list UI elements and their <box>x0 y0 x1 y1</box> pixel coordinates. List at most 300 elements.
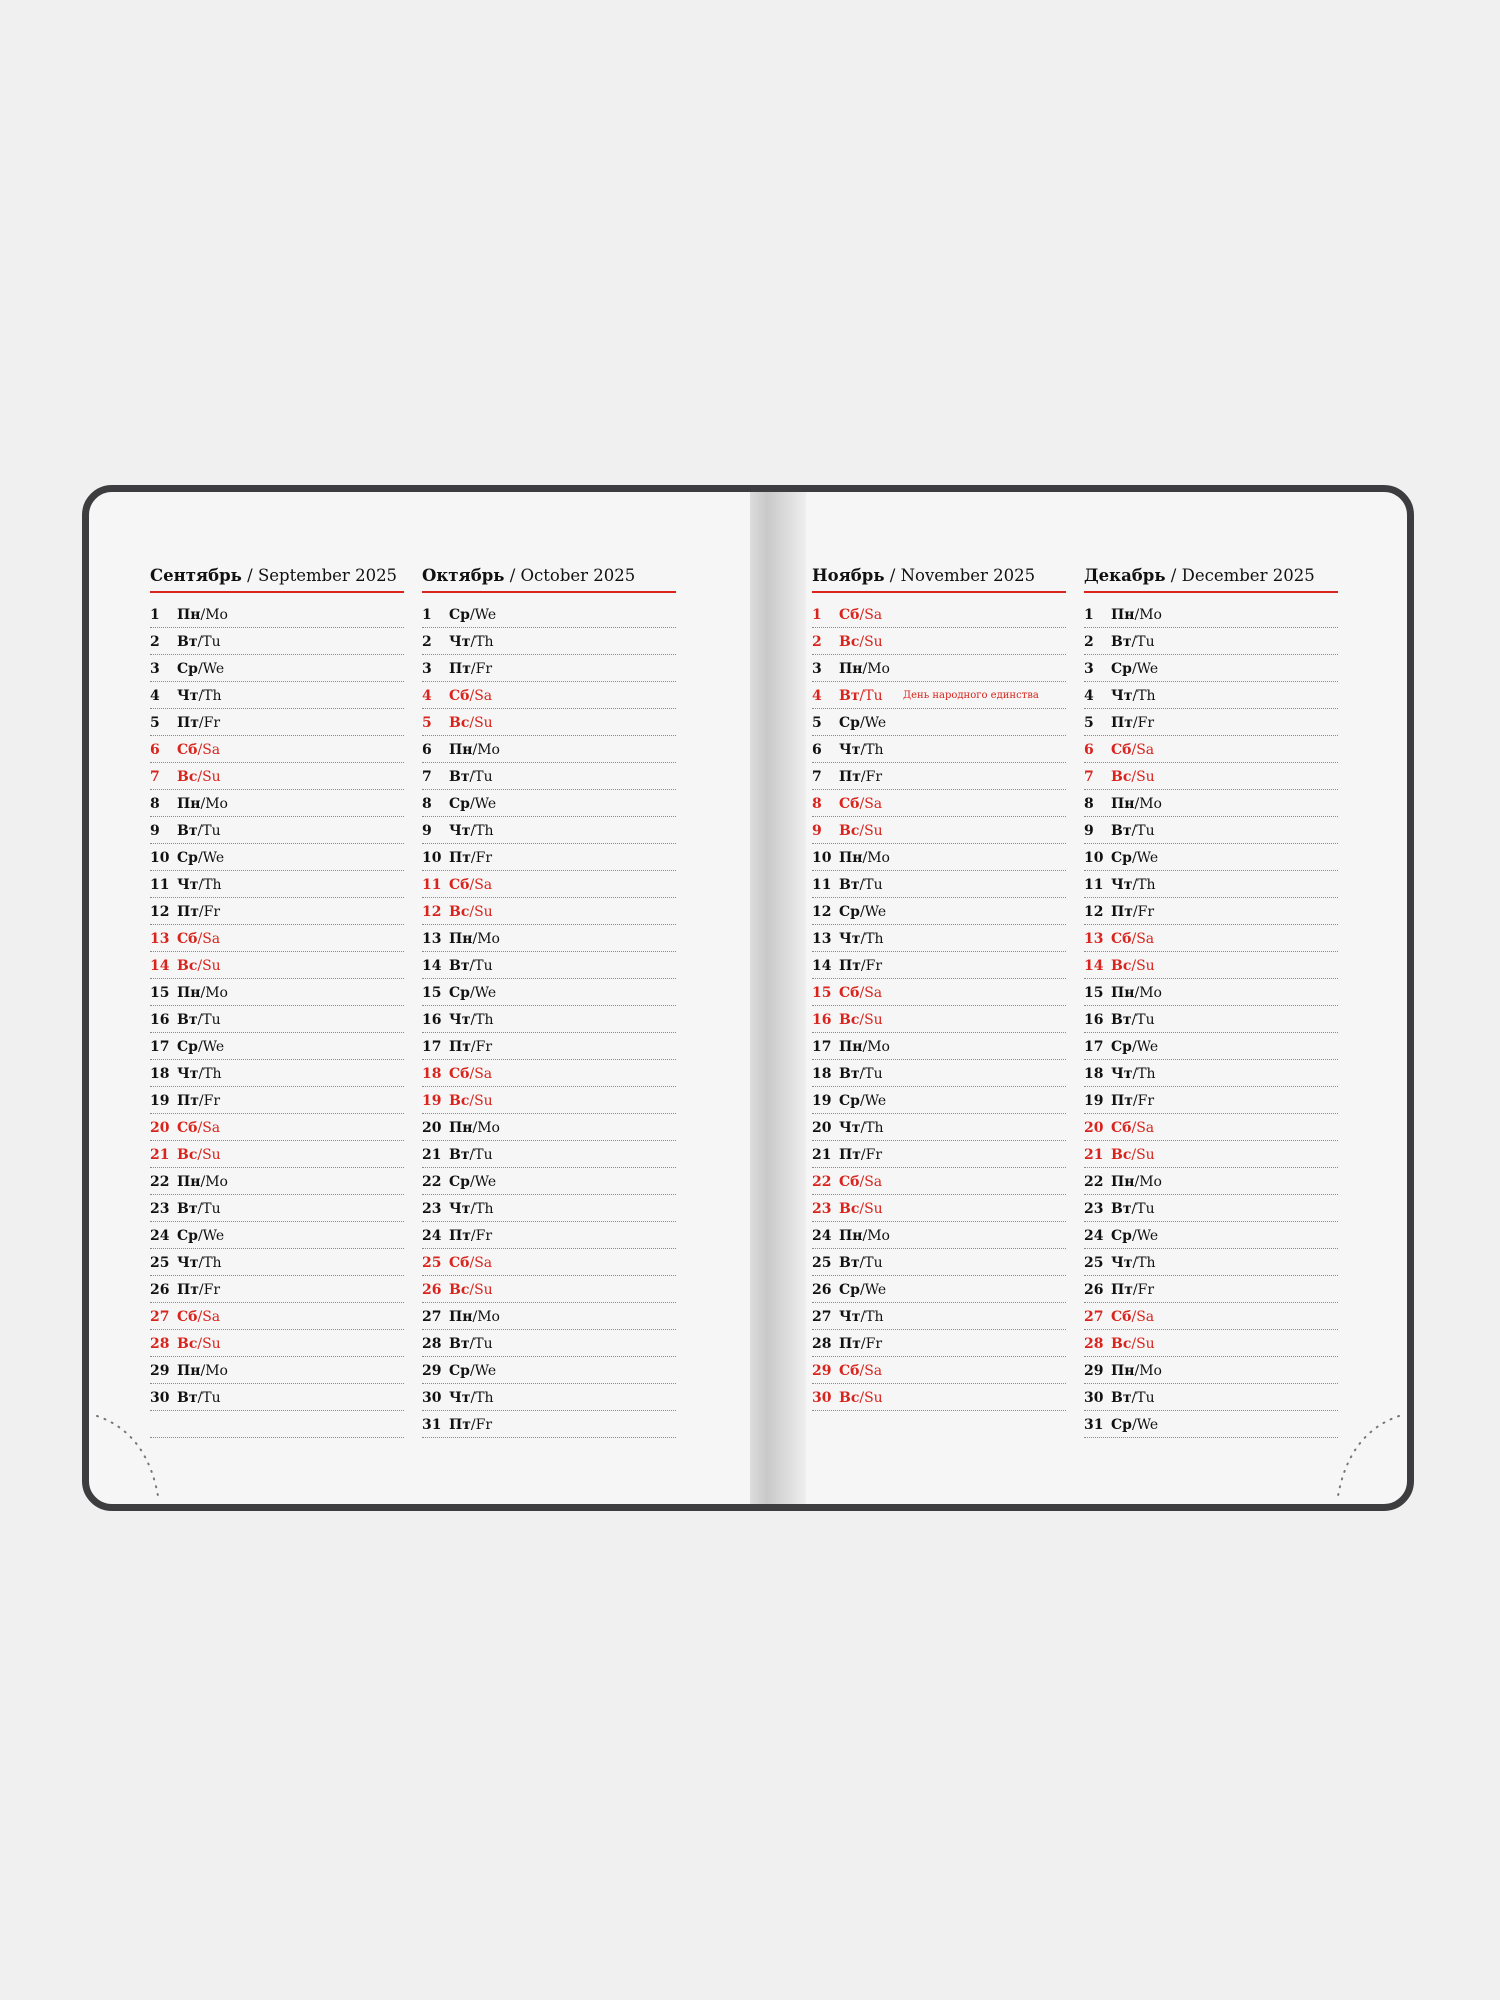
weekday-ru: Пн <box>839 661 863 677</box>
weekday-ru: Сб <box>839 1174 860 1190</box>
day-list <box>422 601 676 1438</box>
day-number: 11 <box>150 877 170 893</box>
day-row: 1 Пн/Mo <box>150 601 404 628</box>
day-number: 6 <box>812 742 822 758</box>
day-row: 21 Пт/Fr <box>812 1141 1066 1168</box>
weekday-ru: Пн <box>1111 796 1135 812</box>
day-number: 20 <box>150 1120 170 1136</box>
weekday-en: Su <box>474 904 493 920</box>
day-row: 16 Вт/Tu <box>150 1006 404 1033</box>
weekday-ru: Пт <box>839 769 861 785</box>
weekday-en: Mo <box>477 742 500 758</box>
weekday-en: Su <box>864 1012 883 1028</box>
day-number: 15 <box>150 985 170 1001</box>
weekday-en: Th <box>475 634 494 650</box>
day-row: 7 Вс/Su <box>1084 763 1338 790</box>
weekday-en: Tu <box>864 877 883 893</box>
day-number: 19 <box>150 1093 170 1109</box>
day-number: 5 <box>812 715 822 731</box>
day-number: 24 <box>150 1228 170 1244</box>
weekday-ru: Пн <box>177 607 201 623</box>
weekday-ru: Вс <box>1111 1147 1132 1163</box>
weekday-en: Th <box>475 1201 494 1217</box>
weekday-ru: Вс <box>177 769 198 785</box>
weekday-ru: Пт <box>1111 904 1133 920</box>
day-number: 27 <box>812 1309 832 1325</box>
weekday-ru: Пт <box>1111 1282 1133 1298</box>
day-row: 10 Пн/Mo <box>812 844 1066 871</box>
day-number: 21 <box>812 1147 832 1163</box>
day-row: 22 Сб/Sa <box>812 1168 1066 1195</box>
month-name-ru: Ноябрь <box>812 566 885 585</box>
weekday-en: Sa <box>1136 1120 1155 1136</box>
month-title: Ноябрь / November 2025 <box>812 564 1066 593</box>
weekday-en: Th <box>865 1309 884 1325</box>
day-number: 14 <box>150 958 170 974</box>
day-row: 4 Чт/Th <box>150 682 404 709</box>
day-row: 8 Пн/Mo <box>150 790 404 817</box>
day-row: 4 Вт/Tu День народного единства <box>812 682 1066 709</box>
weekday-ru: Вс <box>449 1093 470 1109</box>
weekday-ru: Вт <box>449 769 470 785</box>
weekday-ru: Пт <box>1111 1093 1133 1109</box>
day-number: 29 <box>150 1363 170 1379</box>
day-row: 11 Сб/Sa <box>422 871 676 898</box>
weekday-en: We <box>1136 1228 1159 1244</box>
day-row: 2 Вт/Tu <box>150 628 404 655</box>
weekday-en: Tu <box>202 1201 221 1217</box>
weekday-ru: Пн <box>839 1039 863 1055</box>
day-number: 2 <box>150 634 160 650</box>
weekday-en: We <box>474 1363 497 1379</box>
day-row: 7 Вт/Tu <box>422 763 676 790</box>
weekday-en: We <box>1136 850 1159 866</box>
month-name-en: October 2025 <box>520 566 636 585</box>
weekday-en: Su <box>202 1147 221 1163</box>
weekday-ru: Вт <box>1111 1012 1132 1028</box>
weekday-en: Tu <box>474 769 493 785</box>
weekday-en: Th <box>1137 877 1156 893</box>
weekday-ru: Чт <box>177 1066 199 1082</box>
weekday-ru: Ср <box>1111 1228 1132 1244</box>
weekday-ru: Пт <box>449 661 471 677</box>
weekday-en: Sa <box>1136 742 1155 758</box>
weekday-en: We <box>202 661 225 677</box>
day-row: 12 Ср/We <box>812 898 1066 925</box>
weekday-ru: Чт <box>177 877 199 893</box>
day-number: 12 <box>422 904 442 920</box>
day-number: 22 <box>1084 1174 1104 1190</box>
weekday-en: Mo <box>1139 1174 1162 1190</box>
weekday-ru: Пн <box>449 1309 473 1325</box>
day-number: 24 <box>1084 1228 1104 1244</box>
day-row: 20 Сб/Sa <box>150 1114 404 1141</box>
day-row: 14 Вт/Tu <box>422 952 676 979</box>
weekday-ru: Чт <box>449 1012 471 1028</box>
weekday-ru: Вс <box>1111 1336 1132 1352</box>
month-name-ru: Сентябрь <box>150 566 242 585</box>
weekday-en: Sa <box>474 688 493 704</box>
weekday-ru: Пт <box>449 1039 471 1055</box>
day-row: 17 Ср/We <box>150 1033 404 1060</box>
day-number: 18 <box>812 1066 832 1082</box>
day-row: 12 Пт/Fr <box>150 898 404 925</box>
weekday-ru: Пн <box>1111 607 1135 623</box>
weekday-en: Fr <box>1137 1093 1155 1109</box>
day-number: 28 <box>422 1336 442 1352</box>
weekday-en: We <box>474 607 497 623</box>
day-row: 4 Сб/Sa <box>422 682 676 709</box>
weekday-ru: Ср <box>177 1039 198 1055</box>
day-row: 19 Вс/Su <box>422 1087 676 1114</box>
weekday-en: Fr <box>203 1093 221 1109</box>
weekday-ru: Ср <box>177 661 198 677</box>
weekday-ru: Вс <box>1111 769 1132 785</box>
weekday-en: Fr <box>203 1282 221 1298</box>
weekday-en: Fr <box>865 1147 883 1163</box>
weekday-ru: Пт <box>839 1147 861 1163</box>
day-number: 15 <box>812 985 832 1001</box>
day-row: 28 Вс/Su <box>150 1330 404 1357</box>
day-number: 13 <box>422 931 442 947</box>
day-number: 28 <box>1084 1336 1104 1352</box>
weekday-en: Sa <box>474 877 493 893</box>
weekday-en: Mo <box>1139 1363 1162 1379</box>
day-number: 1 <box>812 607 822 623</box>
day-number: 13 <box>150 931 170 947</box>
day-number: 10 <box>150 850 170 866</box>
weekday-ru: Пт <box>177 1093 199 1109</box>
weekday-ru: Ср <box>449 985 470 1001</box>
day-row: 3 Ср/We <box>150 655 404 682</box>
weekday-ru: Пт <box>177 904 199 920</box>
weekday-ru: Ср <box>449 1174 470 1190</box>
weekday-ru: Ср <box>177 850 198 866</box>
weekday-ru: Вт <box>839 1066 860 1082</box>
weekday-en: Mo <box>477 931 500 947</box>
weekday-en: Th <box>1137 688 1156 704</box>
day-row: 17 Пт/Fr <box>422 1033 676 1060</box>
right-corner-stitching <box>1327 1414 1407 1504</box>
weekday-en: Fr <box>475 850 493 866</box>
day-number: 5 <box>150 715 160 731</box>
weekday-ru: Вс <box>177 958 198 974</box>
weekday-ru: Сб <box>449 1066 470 1082</box>
weekday-en: Mo <box>1139 607 1162 623</box>
day-row: 18 Чт/Th <box>150 1060 404 1087</box>
day-row: 21 Вс/Su <box>1084 1141 1338 1168</box>
weekday-en: Th <box>1137 1066 1156 1082</box>
day-number: 17 <box>422 1039 442 1055</box>
weekday-en: Sa <box>864 1174 883 1190</box>
weekday-ru: Чт <box>1111 1255 1133 1271</box>
day-row: 8 Сб/Sa <box>812 790 1066 817</box>
day-number: 7 <box>422 769 432 785</box>
weekday-ru: Пт <box>1111 715 1133 731</box>
weekday-ru: Вт <box>839 1255 860 1271</box>
day-number: 12 <box>812 904 832 920</box>
day-number: 24 <box>812 1228 832 1244</box>
weekday-ru: Вс <box>449 715 470 731</box>
weekday-ru: Ср <box>839 715 860 731</box>
weekday-ru: Вт <box>177 823 198 839</box>
day-row: 31 Ср/We <box>1084 1411 1338 1438</box>
weekday-ru: Вс <box>839 1012 860 1028</box>
day-number: 14 <box>422 958 442 974</box>
day-row: 29 Ср/We <box>422 1357 676 1384</box>
day-number: 2 <box>812 634 822 650</box>
day-row: 3 Пт/Fr <box>422 655 676 682</box>
day-number: 29 <box>422 1363 442 1379</box>
day-number: 19 <box>1084 1093 1104 1109</box>
weekday-ru: Вт <box>177 1390 198 1406</box>
weekday-en: Tu <box>864 1255 883 1271</box>
weekday-en: Th <box>475 823 494 839</box>
day-row: 26 Пт/Fr <box>150 1276 404 1303</box>
day-row: 26 Пт/Fr <box>1084 1276 1338 1303</box>
weekday-en: Tu <box>1136 823 1155 839</box>
weekday-ru: Вс <box>839 1201 860 1217</box>
day-list <box>812 601 1066 1411</box>
weekday-ru: Вт <box>839 688 860 704</box>
day-row: 24 Ср/We <box>150 1222 404 1249</box>
weekday-ru: Вт <box>177 1201 198 1217</box>
weekday-en: Sa <box>864 796 883 812</box>
month-name-en: December 2025 <box>1181 566 1315 585</box>
day-row: 5 Вс/Su <box>422 709 676 736</box>
weekday-en: Fr <box>1137 715 1155 731</box>
weekday-en: Th <box>203 877 222 893</box>
weekday-en: Fr <box>203 904 221 920</box>
day-number: 23 <box>422 1201 442 1217</box>
day-number: 30 <box>1084 1390 1104 1406</box>
weekday-en: We <box>474 985 497 1001</box>
weekday-en: Su <box>1136 1336 1155 1352</box>
day-number: 9 <box>422 823 432 839</box>
day-number: 26 <box>1084 1282 1104 1298</box>
day-row: 23 Вс/Su <box>812 1195 1066 1222</box>
day-row: 11 Чт/Th <box>1084 871 1338 898</box>
weekday-ru: Ср <box>839 904 860 920</box>
weekday-en: Mo <box>867 850 890 866</box>
weekday-ru: Пн <box>177 796 201 812</box>
weekday-ru: Пн <box>177 1174 201 1190</box>
weekday-ru: Пт <box>449 1417 471 1433</box>
day-number: 22 <box>812 1174 832 1190</box>
weekday-ru: Ср <box>449 796 470 812</box>
weekday-en: Sa <box>864 985 883 1001</box>
weekday-en: Fr <box>475 661 493 677</box>
weekday-ru: Вт <box>839 877 860 893</box>
weekday-ru: Сб <box>177 1309 198 1325</box>
weekday-en: Tu <box>474 958 493 974</box>
day-number: 7 <box>812 769 822 785</box>
weekday-ru: Сб <box>839 985 860 1001</box>
day-row: 6 Сб/Sa <box>150 736 404 763</box>
weekday-en: Su <box>202 958 221 974</box>
day-number: 28 <box>150 1336 170 1352</box>
weekday-ru: Пн <box>1111 985 1135 1001</box>
day-row: 3 Пн/Mo <box>812 655 1066 682</box>
weekday-ru: Пн <box>1111 1174 1135 1190</box>
day-number: 17 <box>1084 1039 1104 1055</box>
day-number: 25 <box>150 1255 170 1271</box>
weekday-ru: Вт <box>449 958 470 974</box>
weekday-ru: Сб <box>177 931 198 947</box>
day-number: 6 <box>1084 742 1094 758</box>
weekday-ru: Ср <box>449 1363 470 1379</box>
day-number: 20 <box>1084 1120 1104 1136</box>
month-name-en: September 2025 <box>257 566 398 585</box>
weekday-en: Sa <box>202 1309 221 1325</box>
weekday-ru: Пт <box>449 1228 471 1244</box>
weekday-ru: Вс <box>449 1282 470 1298</box>
weekday-en: Mo <box>205 796 228 812</box>
day-number: 18 <box>1084 1066 1104 1082</box>
weekday-en: Fr <box>865 958 883 974</box>
day-list <box>1084 601 1338 1438</box>
day-number: 23 <box>150 1201 170 1217</box>
day-row: 16 Вт/Tu <box>1084 1006 1338 1033</box>
weekday-ru: Ср <box>1111 661 1132 677</box>
weekday-ru: Вт <box>449 1336 470 1352</box>
weekday-en: We <box>202 1228 225 1244</box>
day-row: 28 Пт/Fr <box>812 1330 1066 1357</box>
month-title: Октябрь / October 2025 <box>422 564 676 593</box>
weekday-en: We <box>1136 661 1159 677</box>
weekday-en: Sa <box>864 607 883 623</box>
day-number: 21 <box>1084 1147 1104 1163</box>
day-number: 8 <box>812 796 822 812</box>
weekday-ru: Пн <box>1111 1363 1135 1379</box>
weekday-ru: Сб <box>1111 742 1132 758</box>
day-row: 17 Ср/We <box>1084 1033 1338 1060</box>
weekday-ru: Вс <box>839 1390 860 1406</box>
weekday-en: Sa <box>864 1363 883 1379</box>
day-row: 18 Сб/Sa <box>422 1060 676 1087</box>
weekday-en: Tu <box>1136 1201 1155 1217</box>
weekday-ru: Ср <box>177 1228 198 1244</box>
day-number: 11 <box>422 877 442 893</box>
day-number: 8 <box>150 796 160 812</box>
weekday-ru: Пн <box>449 742 473 758</box>
weekday-en: We <box>474 1174 497 1190</box>
day-number: 4 <box>150 688 160 704</box>
weekday-ru: Пт <box>177 715 199 731</box>
day-number: 9 <box>1084 823 1094 839</box>
weekday-ru: Сб <box>839 607 860 623</box>
weekday-en: Tu <box>864 1066 883 1082</box>
day-number: 9 <box>812 823 822 839</box>
weekday-en: Sa <box>202 1120 221 1136</box>
weekday-en: Tu <box>864 688 883 704</box>
day-row: 5 Пт/Fr <box>150 709 404 736</box>
day-row: 15 Ср/We <box>422 979 676 1006</box>
day-number: 11 <box>1084 877 1104 893</box>
weekday-en: Fr <box>1137 904 1155 920</box>
day-number: 27 <box>1084 1309 1104 1325</box>
day-row: 25 Чт/Th <box>150 1249 404 1276</box>
weekday-ru: Ср <box>449 607 470 623</box>
weekday-ru: Ср <box>1111 1417 1132 1433</box>
weekday-ru: Чт <box>1111 1066 1133 1082</box>
weekday-en: We <box>474 796 497 812</box>
day-row: 20 Пн/Mo <box>422 1114 676 1141</box>
day-number: 5 <box>422 715 432 731</box>
weekday-en: Th <box>203 688 222 704</box>
weekday-en: Mo <box>205 1363 228 1379</box>
weekday-ru: Пт <box>449 850 471 866</box>
weekday-ru: Чт <box>839 1309 861 1325</box>
month-name-ru: Октябрь <box>422 566 505 585</box>
day-row: 13 Сб/Sa <box>150 925 404 952</box>
day-number: 19 <box>422 1093 442 1109</box>
day-number: 6 <box>150 742 160 758</box>
day-row: 11 Чт/Th <box>150 871 404 898</box>
weekday-en: Su <box>864 1390 883 1406</box>
weekday-en: Mo <box>867 1039 890 1055</box>
day-number: 15 <box>422 985 442 1001</box>
day-row: 14 Вс/Su <box>1084 952 1338 979</box>
day-row: 5 Пт/Fr <box>1084 709 1338 736</box>
weekday-en: Mo <box>205 607 228 623</box>
day-row: 29 Пн/Mo <box>1084 1357 1338 1384</box>
day-row: 28 Вс/Su <box>1084 1330 1338 1357</box>
day-row: 30 Вт/Tu <box>150 1384 404 1411</box>
day-number: 6 <box>422 742 432 758</box>
day-row: 14 Вс/Su <box>150 952 404 979</box>
day-number: 21 <box>150 1147 170 1163</box>
weekday-ru: Сб <box>1111 1309 1132 1325</box>
weekday-en: We <box>864 1282 887 1298</box>
weekday-ru: Пт <box>839 1336 861 1352</box>
weekday-en: Th <box>203 1066 222 1082</box>
weekday-en: Mo <box>867 1228 890 1244</box>
weekday-en: Mo <box>477 1309 500 1325</box>
day-row: 13 Пн/Mo <box>422 925 676 952</box>
day-row: 30 Вт/Tu <box>1084 1384 1338 1411</box>
weekday-en: Sa <box>202 931 221 947</box>
weekday-en: Su <box>202 769 221 785</box>
day-row: 10 Пт/Fr <box>422 844 676 871</box>
weekday-en: Mo <box>1139 985 1162 1001</box>
day-row: 23 Вт/Tu <box>150 1195 404 1222</box>
day-number: 10 <box>1084 850 1104 866</box>
weekday-en: Su <box>474 715 493 731</box>
day-number: 11 <box>812 877 832 893</box>
day-row: 20 Сб/Sa <box>1084 1114 1338 1141</box>
weekday-en: Mo <box>205 1174 228 1190</box>
empty-day-row <box>150 1411 404 1438</box>
day-row: 17 Пн/Mo <box>812 1033 1066 1060</box>
day-row: 19 Пт/Fr <box>1084 1087 1338 1114</box>
day-number: 10 <box>422 850 442 866</box>
day-row: 1 Ср/We <box>422 601 676 628</box>
day-number: 31 <box>1084 1417 1104 1433</box>
day-row: 6 Сб/Sa <box>1084 736 1338 763</box>
weekday-en: Tu <box>202 1390 221 1406</box>
day-number: 16 <box>1084 1012 1104 1028</box>
weekday-en: We <box>1136 1417 1159 1433</box>
weekday-en: Mo <box>477 1120 500 1136</box>
day-row: 10 Ср/We <box>1084 844 1338 871</box>
day-number: 22 <box>422 1174 442 1190</box>
weekday-ru: Вт <box>1111 634 1132 650</box>
month-december <box>1084 564 1338 1438</box>
day-number: 3 <box>422 661 432 677</box>
weekday-ru: Сб <box>449 688 470 704</box>
weekday-ru: Сб <box>1111 931 1132 947</box>
